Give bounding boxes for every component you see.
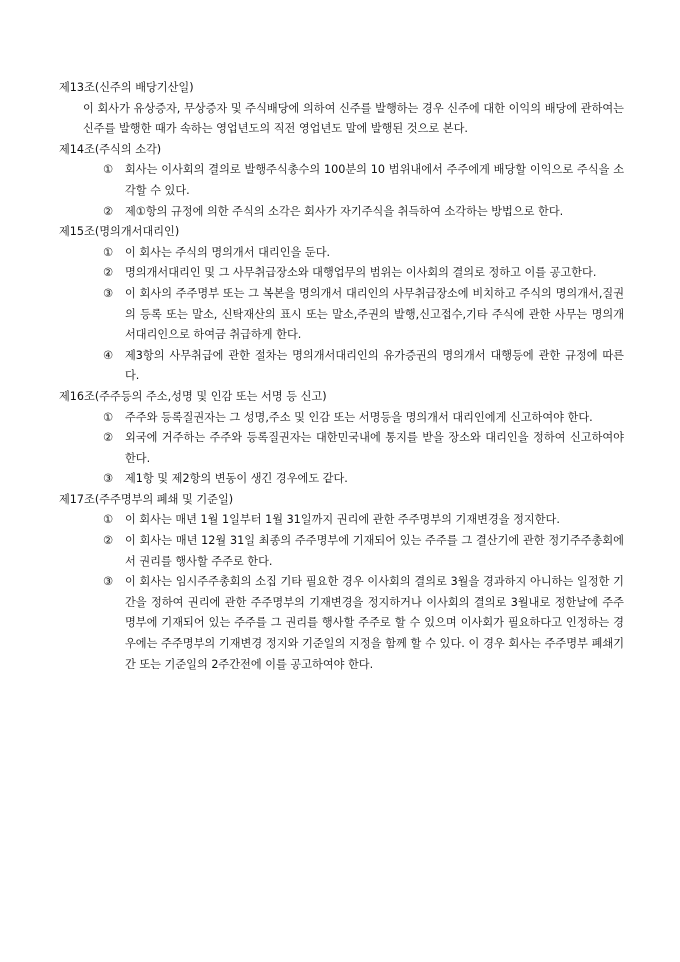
clause-text: 제①항의 규정에 의한 주식의 소각은 회사가 자기주식을 취득하여 소각하는 방법으로 한다.	[125, 204, 564, 218]
clause-text: 명의개서대리인 및 그 사무취급장소와 대행업무의 범위는 이사회의 결의로 정하고 이를 공고한다.	[125, 266, 597, 280]
clause-number: ①	[103, 513, 114, 527]
clause-item	[59, 202, 624, 223]
clause-number: ③	[103, 472, 114, 486]
clause-number: ③	[103, 286, 114, 300]
clause-item	[59, 469, 624, 490]
article-14	[59, 140, 624, 222]
clause-text: 회사는 이사회의 결의로 발행주식총수의 100분의 10 범위내에서 주주에게 배당할 이익으로 주식을 소각할 수 있다.	[125, 163, 624, 197]
clause-item	[59, 243, 624, 264]
clause-text: 주주와 등록질권자는 그 성명,주소 및 인감 또는 서명등을 명의개서 대리인에게 신고하여야 한다.	[125, 410, 593, 424]
clause-item	[59, 284, 624, 346]
article-title: 제13조(신주의 배당기산일)	[59, 81, 194, 94]
article-15	[59, 222, 624, 387]
clause-item	[59, 160, 624, 201]
clause-item	[59, 531, 624, 572]
clause-number: ①	[103, 245, 114, 259]
article-title: 제14조(주식의 소각)	[59, 142, 162, 156]
clause-item	[59, 572, 624, 675]
clause-text: 제1항 및 제2항의 변동이 생긴 경우에도 같다.	[125, 472, 348, 486]
clause-list	[59, 243, 624, 387]
clause-number: ③	[103, 575, 114, 589]
clause-item	[59, 510, 624, 531]
clause-text: 이 회사는 매년 1월 1일부터 1월 31일까지 권리에 관한 주주명부의 기재변경을 정지한다.	[125, 513, 560, 527]
clause-text: 이 회사는 임시주주총회의 소집 기타 필요한 경우 이사회의 결의로 3월을 경과하지 아니하는 일정한 기간을 정하여 권리에 관한 주주명부의 기재변경을 정지하거나 이사회의 결의로 3월내로 정한날에 주주명부에 기재되어 있는 주주를 그 권리를 행사할 주주로 할 수 있으며 이사회가 필요하다고 인정하는 경우에는 주주명부의 기재변경 정지와 기준일의 지정을 함께 할 수 있다. 이 경우 회사는 주주명부 폐쇄기간 또는 기준일의 2주간전에 이를 공고하여야 한다.	[125, 575, 624, 671]
document-body	[59, 78, 624, 675]
clause-item	[59, 408, 624, 429]
clause-number: ①	[103, 410, 114, 424]
clause-item	[59, 346, 624, 387]
clause-text: 이 회사는 매년 12월 31일 최종의 주주명부에 기재되어 있는 주주를 그 결산기에 관한 정기주주총회에서 권리를 행사할 주주로 한다.	[125, 534, 624, 568]
article-title: 제15조(명의개서대리인)	[59, 225, 180, 239]
clause-list	[59, 510, 624, 675]
clause-number: ②	[103, 431, 114, 445]
clause-number: ②	[103, 534, 114, 548]
clause-text: 이 회사는 주식의 명의개서 대리인을 둔다.	[125, 245, 331, 259]
article-title: 제16조(주주등의 주소,성명 및 인감 또는 서명 등 신고)	[59, 389, 327, 403]
article-13	[59, 78, 624, 140]
clause-number: ②	[103, 266, 114, 280]
clause-text: 외국에 거주하는 주주와 등록질권자는 대한민국내에 통지를 받을 장소와 대리인을 정하여 신고하여야 한다.	[125, 431, 624, 465]
clause-item	[59, 428, 624, 469]
article-17	[59, 490, 624, 675]
clause-number: ②	[103, 204, 114, 218]
clause-number: ④	[103, 348, 114, 362]
clause-text: 제3항의 사무취급에 관한 절차는 명의개서대리인의 유가증권의 명의개서 대행등에 관한 규정에 따른다.	[125, 348, 624, 383]
clause-item	[59, 263, 624, 284]
article-paragraph: 이 회사가 유상증자, 무상증자 및 주식배당에 의하여 신주를 발행하는 경우 신주에 대한 이익의 배당에 관하여는 신주를 발행한 때가 속하는 영업년도의 직전 영업년도 말에 발행된 것으로 본다.	[83, 101, 624, 136]
clause-list	[59, 408, 624, 490]
clause-number: ①	[103, 163, 114, 177]
clause-text: 이 회사의 주주명부 또는 그 복본을 명의개서 대리인의 사무취급장소에 비치하고 주식의 명의개서,질권의 등록 또는 말소, 신탁재산의 표시 또는 말소,주권의 발행,신고접수,기타 주식에 관한 사무는 명의개서대리인으로 하여금 취급하게 한다.	[125, 286, 624, 342]
article-title: 제17조(주주명부의 폐쇄 및 기준일)	[59, 492, 234, 506]
clause-list	[59, 160, 624, 222]
article-16	[59, 387, 624, 490]
